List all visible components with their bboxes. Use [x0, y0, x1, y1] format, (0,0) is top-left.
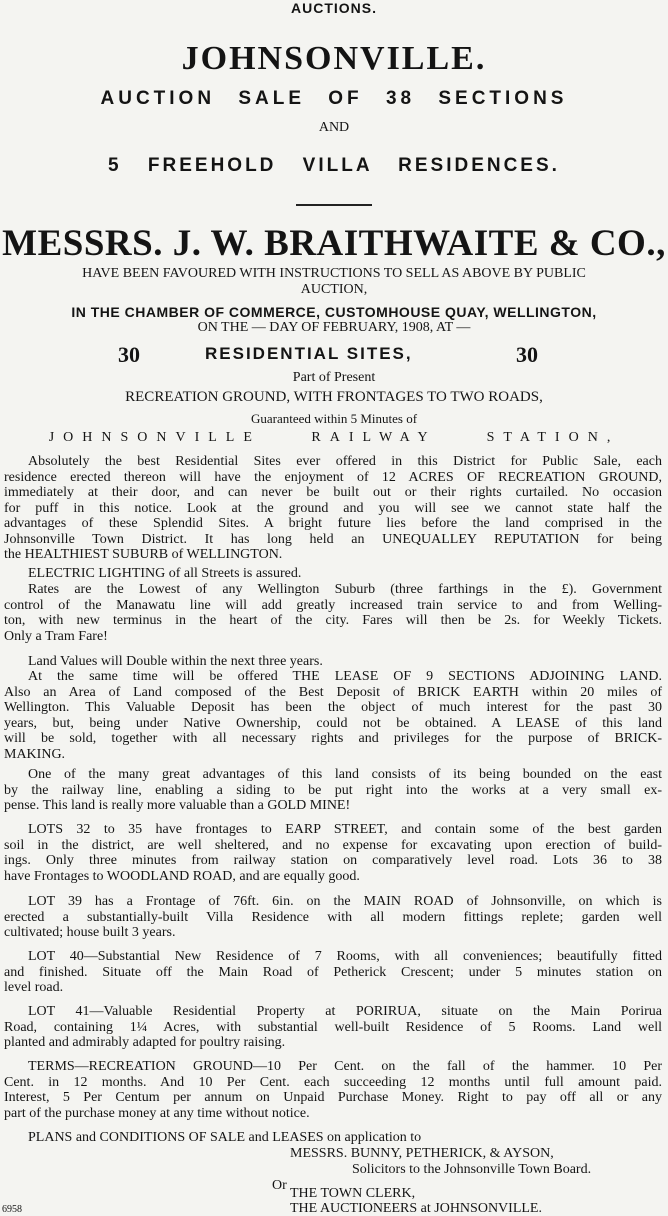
- recreation-ground: RECREATION GROUND, WITH FRONTAGES TO TWO ROADS,: [125, 389, 543, 405]
- section-header: AUCTIONS.: [291, 0, 377, 16]
- sites-label: RESIDENTIAL SITES,: [205, 344, 413, 363]
- firm-name: MESSRS. J. W. BRAITHWAITE & CO.,: [2, 223, 666, 264]
- part-of-present: Part of Present: [292, 370, 376, 385]
- sites-count-right: 30: [516, 342, 538, 367]
- or-line: Or: [272, 1178, 287, 1193]
- instructions-line: HAVE BEEN FAVOURED WITH INSTRUCTIONS TO SELL AS ABOVE BY PUBLIC: [82, 266, 586, 281]
- plans-line: PLANS and CONDITIONS OF SALE and LEASES on application to: [28, 1130, 422, 1145]
- para-lot-40: LOT 40—Substantial New Residence of 7 Rooms, with all conveniences; beautifully fitted and finished. Situate off the Main Road of Petherick Crescent; under 5 minutes station on level road.: [4, 949, 662, 995]
- para-rates: Rates are the Lowest of any Wellington Suburb (three farthings in the £). Government control of the Manawatu line will add greatly increased train service to and from Welling- ton, with new terminus in the heart of the city. Fares will then be 2s. for Weekly Tickets. Only a Tram Fare!: [4, 582, 662, 644]
- guaranteed-line: Guaranteed within 5 Minutes of: [250, 411, 418, 426]
- subtitle-villas: 5 FREEHOLD VILLA RESIDENCES.: [108, 155, 560, 176]
- sale-date: ON THE — DAY OF FEBRUARY, 1908, AT —: [197, 320, 471, 335]
- para-land-values: Land Values will Double within the next three years.: [28, 654, 323, 669]
- sites-count-left: 30: [118, 342, 140, 367]
- subtitle-and: AND: [318, 120, 350, 135]
- para-lot-41: LOT 41—Valuable Residential Property at PORIRUA, situate on the Main Porirua Road, containing 1¼ Acres, with substantial well-built Residence of 5 Rooms. Land well planted and admirably adapted for poultry raising.: [4, 1004, 662, 1050]
- station-line: JOHNSONVILLE RAILWAY STATION,: [48, 430, 620, 445]
- town-clerk: THE TOWN CLERK,: [290, 1186, 416, 1201]
- subtitle-sections: AUCTION SALE OF 38 SECTIONS: [100, 88, 568, 109]
- para-lot-39: LOT 39 has a Frontage of 76ft. 6in. on the MAIN ROAD of Johnsonville, on which is erected a substantially-built Villa Residence with all modern fittings replete; garden well cultivated; house built 3 years.: [4, 894, 662, 940]
- para-terms: TERMS—RECREATION GROUND—10 Per Cent. on the fall of the hammer. 10 Per Cent. in 12 months. And 10 Per Cent. each succeeding 12 months until full amount paid. Interest, 5 Per Centum per annum on Unpaid Purchase Money. Right to pay off all or any part of the purchase money at any time without notice.: [4, 1059, 662, 1121]
- solicitors-name: MESSRS. BUNNY, PETHERICK, & AYSON,: [290, 1146, 554, 1161]
- para-absolutely: Absolutely the best Residential Sites ever offered in this District for Public Sale, each residence erected thereon will have the enjoyment of 12 ACRES OF RECREATION GROUND, immediately at their door, and can never be built out or their rights curtailed. No occasion for puff in this notice. Look at the ground and you will see we cannot state half the advantages of these Splendid Sites. A bright future lies before the land comprised in the Johnsonville Town District. It has long held an UNEQUALLEY REPUTATION for being the HEALTHIEST SUBURB of WELLINGTON.: [4, 454, 662, 562]
- para-electric: ELECTRIC LIGHTING of all Streets is assured.: [28, 566, 302, 581]
- para-lease: At the same time will be offered THE LEASE OF 9 SECTIONS ADJOINING LAND. Also an Area of Land composed of the Best Deposit of BRICK EARTH within 20 miles of Wellington. This Valuable Deposit has been the object of much interest for the past 30 years, but, being under Native Ownership, could not be obtained. A LEASE of this land will be sold, together with all necessary rights and privileges for the purpose of BRICK- MAKING.: [4, 669, 662, 762]
- divider: [296, 204, 372, 206]
- para-lots-32-38: LOTS 32 to 35 have frontages to EARP STREET, and contain some of the best garden soil in the district, are well sheltered, and no expense for excavating upon erection of build- ings. Only three minutes from railway station on comparatively level road. Lots 36 to 38 have Frontages to WOODLAND ROAD, and are equally good.: [4, 822, 662, 884]
- auctioneers: THE AUCTIONEERS at JOHNSONVILLE.: [290, 1201, 542, 1216]
- reference-number: 6958: [2, 1204, 22, 1215]
- venue: IN THE CHAMBER OF COMMERCE, CUSTOMHOUSE QUAY, WELLINGTON,: [71, 304, 597, 320]
- solicitors-role: Solicitors to the Johnsonville Town Board.: [352, 1162, 592, 1177]
- title: JOHNSONVILLE.: [181, 40, 487, 77]
- instructions-line-2: AUCTION,: [300, 282, 368, 297]
- para-advantages: One of the many great advantages of this land consists of its being bounded on the east by the railway line, enabling a siding to be put right into the works at a very small ex- pense. This land is really more valuable than a GOLD MINE!: [4, 767, 662, 813]
